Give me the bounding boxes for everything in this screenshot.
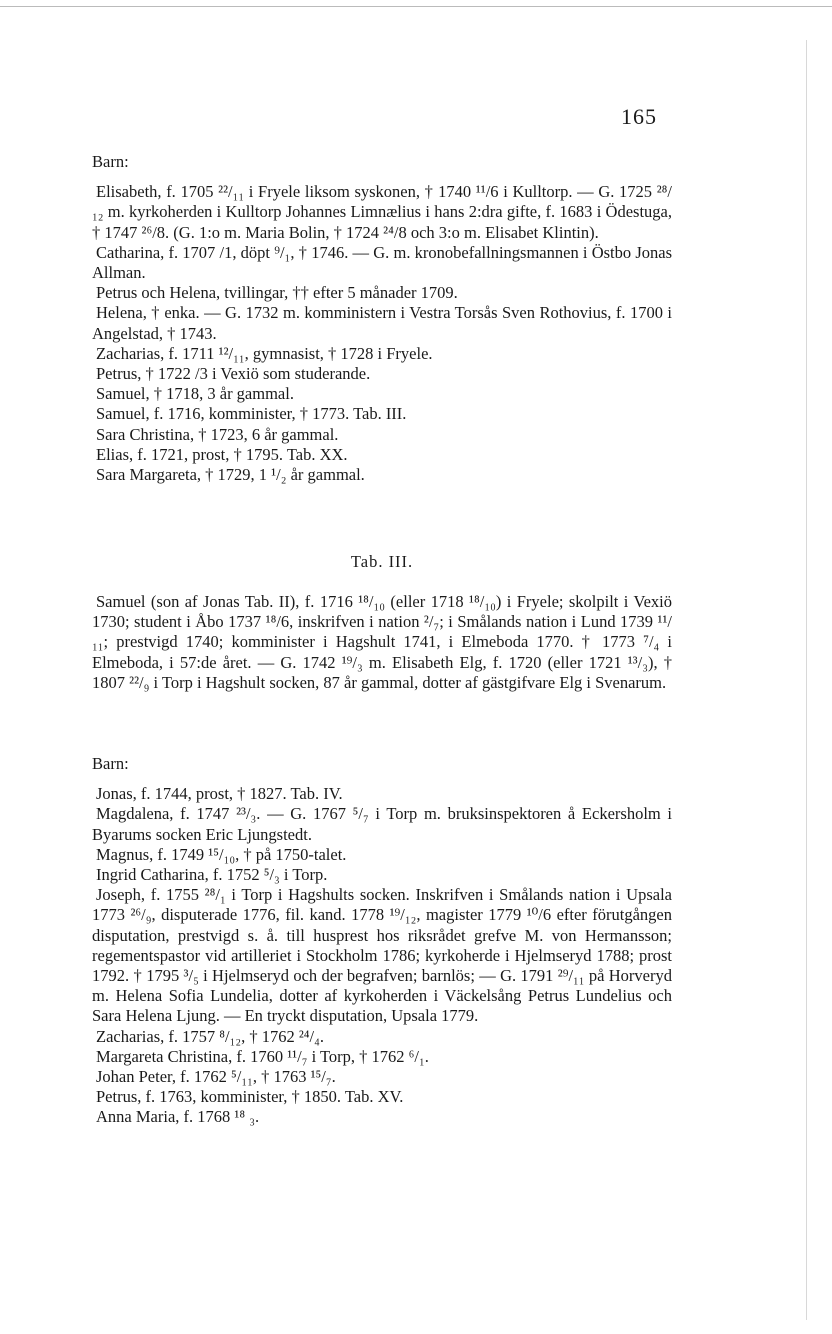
entry: Ingrid Catharina, f. 1752 ⁵/₃ i Torp.: [96, 865, 328, 885]
entry: Magnus, f. 1749 ¹⁵/₁₀, † på 1750-talet.: [96, 844, 347, 864]
barn-heading: Barn:: [92, 152, 129, 171]
entry: Zacharias, f. 1757 ⁸/₁₂, † 1762 ²⁴/₄.: [96, 1026, 324, 1046]
entry: Zacharias, f. 1711 ¹²/₁₁, gymnasist, † 1728 i Fryele.: [96, 343, 433, 363]
entry: Petrus och Helena, tvillingar, †† efter 5 månader 1709.: [96, 283, 458, 303]
barn-heading-2: Barn:: [92, 754, 129, 773]
entry: Elisabeth, f. 1705 ²²/₁₁ i Fryele liksom syskonen, † 1740 ¹¹/6 i Kulltorp. — G. 1725 ²⁸/₁₂ m. kyrkoherden i Kulltorp Johannes Limnælius i hans 2:dra gifte, f. 1683 i Ödestuga, † 1747 ²⁶/8. (G. 1:o m. Maria Bolin, † 1724 ²⁴/8 och 3:o m. Elisabet Klintin).: [92, 182, 672, 242]
entry: Sara Margareta, † 1729, 1 ¹/₂ år gammal.: [96, 465, 365, 485]
entry: Catharina, f. 1707 /1, döpt ⁹/₁, † 1746. — G. m. kronobefallningsmannen i Östbo Jonas Allman.: [92, 242, 672, 283]
entry: Anna Maria, f. 1768 ¹⁸ ₃.: [96, 1107, 260, 1127]
entry: Petrus, f. 1763, komminister, † 1850. Tab. XV.: [96, 1087, 404, 1107]
entry: Helena, † enka. — G. 1732 m. komministern i Vestra Torsås Sven Rothovius, f. 1700 i Angelstad, † 1743.: [92, 303, 672, 343]
tab-section: [92, 552, 672, 572]
entry: Johan Peter, f. 1762 ⁵/₁₁, † 1763 ¹⁵/₇.: [96, 1067, 336, 1087]
tab-heading: Tab. III.: [350, 552, 414, 571]
intro-paragraph: Samuel (son af Jonas Tab. II), f. 1716 ¹⁸/₁₀ (eller 1718 ¹⁸/₁₀) i Fryele; skolpilt i Vexiö 1730; student i Åbo 1737 ¹⁸/6, inskrifven i nation ²/₇; i Smålands nation i Lund 1739 ¹¹/₁₁; prestvigd 1740; komminister i Hagshult 1741, i Elmeboda 1770. † 1773 ⁷/₄ i Elmeboda, i 57:de året. — G. 1742 ¹⁹/₃ m. Elisabeth Elg, f. 1720 (eller 1721 ¹³/₃), † 1807 ²²/₉ i Torp i Hagshult socken, 87 år gammal, dotter af gästgifvare Elg i Svenarum.: [92, 592, 672, 692]
entry: Elias, f. 1721, prost, † 1795. Tab. XX.: [96, 444, 348, 464]
page-number: 165: [621, 104, 657, 129]
entry: Sara Christina, † 1723, 6 år gammal.: [96, 424, 339, 444]
entry: Margareta Christina, f. 1760 ¹¹/₇ i Torp, † 1762 ⁶/₁.: [96, 1046, 429, 1066]
right-rule: [806, 40, 807, 1320]
entry: Jonas, f. 1744, prost, † 1827. Tab. IV.: [96, 784, 343, 804]
entry: Samuel, † 1718, 3 år gammal.: [96, 384, 294, 404]
top-rule: [0, 6, 832, 7]
intro-paragraph-block: [92, 592, 672, 693]
entry: Petrus, † 1722 /3 i Vexiö som studerande.: [96, 364, 371, 384]
entry: Samuel, f. 1716, komminister, † 1773. Tab. III.: [96, 404, 407, 424]
entry: Magdalena, f. 1747 ²³/₃. — G. 1767 ⁵/₇ i Torp m. bruksinspektoren å Eckersholm i Byarums socken Eric Ljungstedt.: [92, 804, 672, 844]
section-2: [92, 754, 672, 1128]
section-1: [92, 152, 672, 485]
entry: Joseph, f. 1755 ²⁸/₁ i Torp i Hagshults socken. Inskrifven i Smålands nation i Upsala 1773 ²⁶/₉, disputerade 1776, fil. kand. 1778 ¹⁹/₁₂, magister 1779 ¹⁰/6 efter förutgången disputation, prestvigd s. å. till husprest hos riksrådet grefve M. von Hermansson; regementspastor vid artilleriet i Stockholm 1786; kyrkoherde i Hjelmseryd 1788; prost 1792. † 1795 ³/₅ i Hjelmseryd och der begrafven; barnlös; — G. 1791 ²⁹/₁₁ på Horveryd m. Helena Sofia Lundelia, dotter af kyrkoherden i Väckelsång Petrus Lundelius och Sara Helena Ljung. — En tryckt disputation, Upsala 1779.: [92, 885, 672, 1026]
entries-2: [92, 784, 672, 1127]
entries-1: [92, 182, 672, 485]
